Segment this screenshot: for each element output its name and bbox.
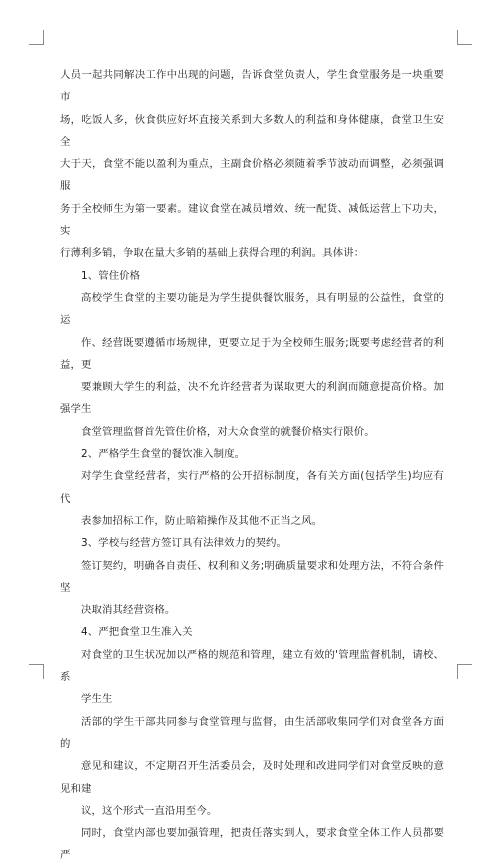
crop-mark-bottom-left: [29, 664, 44, 679]
text-line: 同时，食堂内部也要加强管理，把责任落实到人，要求食堂全体工作人员都要严: [60, 827, 444, 862]
text-line: 行薄利多销，争取在量大多销的基础上获得合理的利润。具体讲：: [60, 247, 365, 260]
text-line: 高校学生食堂的主要功能是为学生提供餐饮服务，具有明显的公益性，食堂的运: [60, 291, 444, 327]
text-line: 作、经营既要遵循市场规律，更要立足于为全校师生服务;既要考虑经营者的利益，更: [60, 336, 444, 371]
text-line: 议，这个形式一直沿用至今。: [81, 804, 218, 817]
text-line: 决取消其经营资格。: [81, 604, 176, 617]
text-line: 意见和建议，不定期召开生活委员会，及时处理和改进同学们对食堂反映的意见和建: [60, 760, 444, 795]
paragraph: [60, 287, 444, 443]
text-line: 表参加招标工作，防止暗箱操作及其他不正当之风。: [81, 514, 323, 527]
text-line: 签订契约，明确各自责任、权利和义务;明确质量要求和处理方法，不符合条件坚: [60, 559, 444, 594]
paragraph: [60, 443, 444, 465]
paragraph: [60, 465, 444, 532]
text-line: 活部的学生干部共同参与食堂管理与监督，由生活部收集同学们对食堂各方面的: [60, 715, 444, 750]
paragraph: [60, 265, 444, 287]
text-line: 3、学校与经营方签订具有法律效力的契约。: [81, 537, 288, 550]
paragraph: [60, 822, 444, 867]
text-line: 要兼顾大学生的利益，决不允许经营者为谋取更大的利润而随意提高价格。加强学生: [60, 381, 444, 416]
text-line: 4、严把食堂卫生准入关: [81, 626, 193, 639]
paragraph: [60, 711, 444, 822]
text-line: 1、管住价格: [81, 269, 141, 282]
text-line: 对食堂的卫生状况加以严格的规范和管理，建立有效的'管理监督机制，请校、系: [60, 648, 444, 684]
text-line: 大于天，食堂不能以盈利为重点，主副食价格必须随着季节波动而调整，必须强调服: [60, 158, 444, 193]
paragraph: [60, 64, 444, 265]
text-line: 对学生食堂经营者，实行严格的公开招标制度，各有关方面(包括学生)均应有代: [60, 470, 444, 505]
paragraph: [60, 555, 444, 622]
text-line: 食堂管理监督首先管住价格，对大众食堂的就餐价格实行限价。: [81, 425, 375, 438]
paragraph: [60, 532, 444, 554]
crop-mark-bottom-right: [457, 664, 472, 679]
paragraph: [60, 644, 444, 711]
text-line: 场，吃饭人多，伙食供应好坏直接关系到大多数人的利益和身体健康，食堂卫生安全: [60, 113, 444, 148]
text-line: 务于全校师生为第一要素。建议食堂在减员增效、统一配货、减低运营上下功夫，实: [60, 202, 444, 238]
text-line: 人员一起共同解决工作中出现的问题，告诉食堂负责人，学生食堂服务是一块重要市: [60, 69, 444, 104]
crop-mark-top-left: [29, 30, 44, 45]
text-line: 学生生: [81, 693, 113, 706]
text-line: 2、严格学生食堂的餐饮准入制度。: [81, 448, 246, 461]
paragraph: [60, 621, 444, 643]
crop-mark-top-right: [457, 30, 472, 45]
document-body: [60, 64, 444, 867]
